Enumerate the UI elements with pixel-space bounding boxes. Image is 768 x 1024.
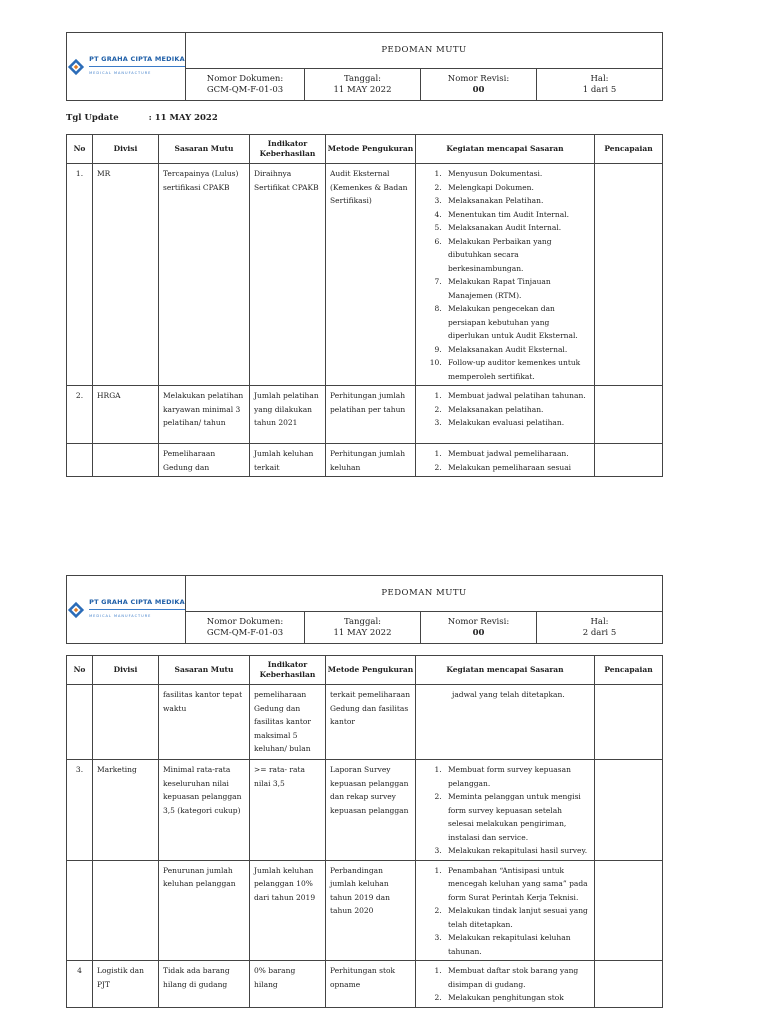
tanggal-value: 11 MAY 2022 [333,84,392,95]
tgl-update-label: Tgl Update [66,113,119,123]
table-header-row [67,135,663,164]
hal-label: Hal: [590,616,609,627]
nomor-revisi-value: 00 [472,627,485,638]
hal-cell [537,69,663,101]
row-metode: Laporan Survey kepuasan pelanggan dan rekap survey kepuasan pelanggan [326,760,416,861]
col-metode: Metode Pengukuran [326,135,416,164]
tanggal-value: 11 MAY 2022 [333,627,392,638]
tanggal-label: Tanggal: [343,616,382,627]
sasaran-mutu-table [66,134,663,477]
col-kegiatan: Kegiatan mencapai Sasaran [416,135,595,164]
company-logo [67,54,185,79]
nomor-revisi-label: Nomor Revisi: [447,73,510,84]
tanggal-label: Tanggal: [343,73,382,84]
kegiatan-list [420,763,590,858]
list-item: 1. Menyusun Dokumentasi. [444,167,590,181]
row-pencapaian [595,386,663,444]
table-row [67,685,663,760]
logo-cell [67,33,186,101]
row-sasaran: Tidak ada barang hilang di gudang [159,961,250,1008]
row-sasaran: Pemeliharaan Gedung dan [159,444,250,477]
list-item: 1. Membuat form survey kepuasan pelanggan. [444,763,590,790]
nomor-revisi-cell [421,69,537,101]
kegiatan-list [420,167,590,383]
row-metode: Perbandingan jumlah keluhan tahun 2019 dan tahun 2020 [326,860,416,961]
row-divisi: Marketing [93,760,159,861]
row-divisi [93,444,159,477]
row-sasaran: Penurunan jumlah keluhan pelanggan [159,860,250,961]
table-row [67,164,663,386]
row-indikator: pemeliharaan Gedung dan fasilitas kantor maksimal 5 keluhan/ bulan [250,685,326,760]
document-header [66,575,663,644]
row-metode: Audit Eksternal (Kemenkes & Badan Sertifikasi) [326,164,416,386]
row-sasaran: Minimal rata-rata keseluruhan nilai kepuasan pelanggan 3,5 (kategori cukup) [159,760,250,861]
col-metode: Metode Pengukuran [326,656,416,685]
list-item: 2. Meminta pelanggan untuk mengisi form survey kepuasan setelah selesai melakukan pengiriman, instalasi dan service. [444,790,590,844]
row-pencapaian [595,961,663,1008]
row-kegiatan [416,386,595,444]
kegiatan-list [420,964,590,1005]
list-item: 10. Follow-up auditor kemenkes untuk memperoleh sertifikat. [444,356,590,383]
col-divisi: Divisi [93,135,159,164]
row-kegiatan [416,685,595,760]
document-title: PEDOMAN MUTU [186,33,663,69]
row-no [67,444,93,477]
list-item: 2. Melaksanakan pelatihan. [444,403,590,417]
row-divisi: MR [93,164,159,386]
nomor-dokumen-value: GCM-QM-F-01-03 [206,627,284,638]
list-item: 2. Melakukan pemeliharaan sesuai [444,461,590,475]
row-divisi: HRGA [93,386,159,444]
row-pencapaian [595,860,663,961]
graha-logo-icon [67,601,85,619]
row-sasaran: Melakukan pelatihan karyawan minimal 3 pelatihan/ tahun [159,386,250,444]
row-sasaran: fasilitas kantor tepat waktu [159,685,250,760]
kegiatan-list [444,688,590,702]
row-no: 1. [67,164,93,386]
col-no: No [67,656,93,685]
list-item: 4. Menentukan tim Audit Internal. [444,208,590,222]
nomor-dokumen-label: Nomor Dokumen: [206,73,284,84]
list-item: 3. Melaksanakan Pelatihan. [444,194,590,208]
document-header [66,32,663,101]
row-metode: Perhitungan jumlah pelatihan per tahun [326,386,416,444]
nomor-dokumen-cell [186,69,305,101]
row-divisi: Logistik dan PJT [93,961,159,1008]
table-row [67,961,663,1008]
company-sub: MEDICAL MANUFACTURE [89,609,185,622]
row-sasaran: Tercapainya (Lulus) sertifikasi CPAKB [159,164,250,386]
list-item: 1. Membuat daftar stok barang yang disimpan di gudang. [444,964,590,991]
row-indikator: Diraihnya Sertifikat CPAKB [250,164,326,386]
row-indikator: Jumlah keluhan pelanggan 10% dari tahun 2019 [250,860,326,961]
list-item: 8. Melakukan pengecekan dan persiapan kebutuhan yang diperlukan untuk Audit Eksternal. [444,302,590,343]
list-item: 3. Melakukan rekapitulasi hasil survey. [444,844,590,858]
row-no: 2. [67,386,93,444]
list-item: 1. Penambahan “Antisipasi untuk mencegah keluhan yang sama” pada form Surat Perintah Kerja Teknisi. [444,864,590,905]
row-no: 3. [67,760,93,861]
col-kegiatan: Kegiatan mencapai Sasaran [416,656,595,685]
list-item: 6. Melakukan Perbaikan yang dibutuhkan secara berkesinambungan. [444,235,590,276]
row-kegiatan [416,444,595,477]
list-item: 1. Membuat jadwal pelatihan tahunan. [444,389,590,403]
row-divisi [93,860,159,961]
logo-cell [67,576,186,644]
company-name: PT GRAHA CIPTA MEDIKA [89,598,185,606]
table-row [67,444,663,477]
nomor-revisi-value: 00 [472,84,485,95]
row-metode: Perhitungan stok opname [326,961,416,1008]
hal-cell [537,612,663,644]
sasaran-mutu-table [66,655,663,1008]
row-kegiatan [416,164,595,386]
row-pencapaian [595,444,663,477]
row-indikator: Jumlah keluhan terkait [250,444,326,477]
col-pencapaian: Pencapaian [595,135,663,164]
row-kegiatan [416,961,595,1008]
row-kegiatan [416,860,595,961]
nomor-dokumen-cell [186,612,305,644]
list-item: 2. Melengkapi Dokumen. [444,181,590,195]
col-indikator: Indikator Keberhasilan [250,656,326,685]
row-kegiatan [416,760,595,861]
nomor-revisi-label: Nomor Revisi: [447,616,510,627]
document-title: PEDOMAN MUTU [186,576,663,612]
row-pencapaian [595,760,663,861]
list-item: 7. Melakukan Rapat Tinjauan Manajemen (RTM). [444,275,590,302]
kegiatan-list [420,864,590,959]
list-item: jadwal yang telah ditetapkan. [452,690,565,699]
list-item: 5. Melaksanakan Audit Internal. [444,221,590,235]
col-pencapaian: Pencapaian [595,656,663,685]
nomor-dokumen-value: GCM-QM-F-01-03 [206,84,284,95]
col-indikator: Indikator Keberhasilan [250,135,326,164]
company-sub: MEDICAL MANUFACTURE [89,66,185,79]
graha-logo-icon [67,58,85,76]
table-row [67,860,663,961]
list-item: 3. Melakukan rekapitulasi keluhan tahunan. [444,931,590,958]
col-no: No [67,135,93,164]
table-row [67,386,663,444]
list-item: 3. Melakukan evaluasi pelatihan. [444,416,590,430]
row-indikator: 0% barang hilang [250,961,326,1008]
tanggal-cell [305,69,421,101]
col-divisi: Divisi [93,656,159,685]
row-divisi [93,685,159,760]
tanggal-cell [305,612,421,644]
tgl-update-value: : 11 MAY 2022 [148,113,218,123]
list-item: 2. Melakukan tindak lanjut sesuai yang telah ditetapkan. [444,904,590,931]
nomor-revisi-cell [421,612,537,644]
company-logo [67,597,185,622]
list-item: 2. Melakukan penghitungan stok [444,991,590,1005]
company-name: PT GRAHA CIPTA MEDIKA [89,55,185,63]
nomor-dokumen-label: Nomor Dokumen: [206,616,284,627]
row-no: 4 [67,961,93,1008]
table-row [67,760,663,861]
hal-value: 1 dari 5 [582,84,617,95]
table-header-row [67,656,663,685]
row-no [67,685,93,760]
tgl-update [66,113,218,123]
row-metode: Perhitungan jumlah keluhan [326,444,416,477]
kegiatan-list [420,389,590,430]
row-indikator: >= rata- rata nilai 3,5 [250,760,326,861]
row-pencapaian [595,685,663,760]
col-sasaran: Sasaran Mutu [159,656,250,685]
row-metode: terkait pemeliharaan Gedung dan fasilitas kantor [326,685,416,760]
row-pencapaian [595,164,663,386]
hal-label: Hal: [590,73,609,84]
row-indikator: Jumlah pelatihan yang dilakukan tahun 2021 [250,386,326,444]
col-sasaran: Sasaran Mutu [159,135,250,164]
hal-value: 2 dari 5 [582,627,617,638]
list-item: 1. Membuat jadwal pemeliharaan. [444,447,590,461]
row-no [67,860,93,961]
kegiatan-list [420,447,590,474]
list-item: 9. Melaksanakan Audit Eksternal. [444,343,590,357]
